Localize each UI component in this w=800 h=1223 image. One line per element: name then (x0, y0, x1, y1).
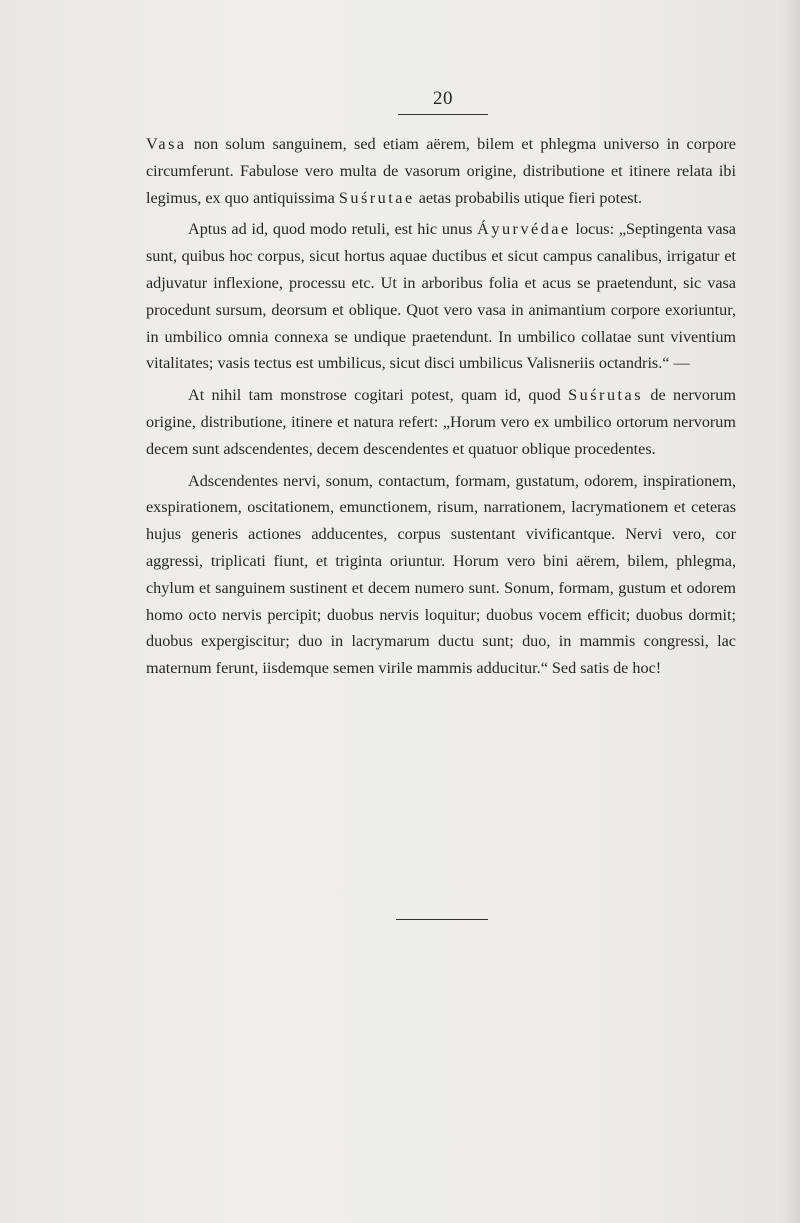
spaced-name: Suśrutae (338, 188, 415, 207)
paragraph-text-tail: locus: „Septingenta vasa sunt, quibus hoc corpus, sicut hortus aquae ductibus et sicut campus canalibus, irrigatur et adjuvatur inflexione, processu etc. Ut in arboribus folia et acus se praetendunt, sic vasa procedunt sursum, deorsum et oblique. Quot vero vasa in animantium corpore exoriuntur, in umbilico omnia connexa se undique praetendunt. In umbilico collatae sunt viventium vitalitates; vasis tectus est umbilicus, sicut disci umbilicus Valisneriis octandris.“ — (146, 220, 736, 373)
spaced-name: Suśrutas (568, 386, 644, 405)
paragraph-text: Aptus ad id, quod modo retuli, est hic unus (188, 220, 478, 239)
paragraph-text: Adscendentes nervi, sonum, contactum, formam, gustatum, odorem, inspirationem, exspirationem, oscitationem, emunctionem, risum, narrationem, lacrymationem et ceteras hujus generis actiones adducentes, corpus sustentant vivificantque. Nervi vero, cor aggressi, triplicati fiunt, et triginta oriuntur. Horum vero bini aërem, bilem, phlegma, chylum et sanguinem sustinent et decem numero sunt. Sonum, formam, gustum et odorem homo octo nervis percipit; duobus nervis loquitur; duobus vocem efficit; duobus dormit; duobus expergiscitur; duo in lacrymarum ductu sunt; duo, in mammis congressi, lac maternum ferunt, iisdemque semen virile mammis adducitur.“ Sed satis de hoc! (146, 471, 736, 678)
header-rule (398, 114, 488, 115)
paragraph-text-tail: aetas probabilis utique fieri potest. (414, 188, 643, 207)
paragraph-text-tail: de nervorum origine, distributione, itinere et natura refert: „Horum vero ex umbilico ortorum nervorum decem sunt adscendentes, decem descendentes et quatuor oblique procedentes. (146, 386, 736, 458)
section-end-rule (396, 919, 488, 920)
body-text (146, 131, 736, 682)
page-edge-shadow (782, 0, 800, 1223)
paragraph-4 (146, 468, 736, 682)
spaced-name: Áyurvédae (477, 220, 571, 239)
paragraph-text: non solum sanguinem, sed etiam aërem, bilem et phlegma universo in corpore circumferunt. Fabulose vero multa de vasorum origine, distributione et itinere relata ibi legimus, ex quo antiquissima (146, 135, 736, 207)
page-number: 20 (433, 88, 453, 109)
paragraph-2 (146, 216, 736, 377)
paragraph-1 (146, 131, 736, 211)
paragraph-text: At nihil tam monstrose cogitari potest, quam id, quod (188, 386, 569, 405)
spaced-word: Vasa (146, 135, 187, 153)
paragraph-3 (146, 382, 736, 462)
